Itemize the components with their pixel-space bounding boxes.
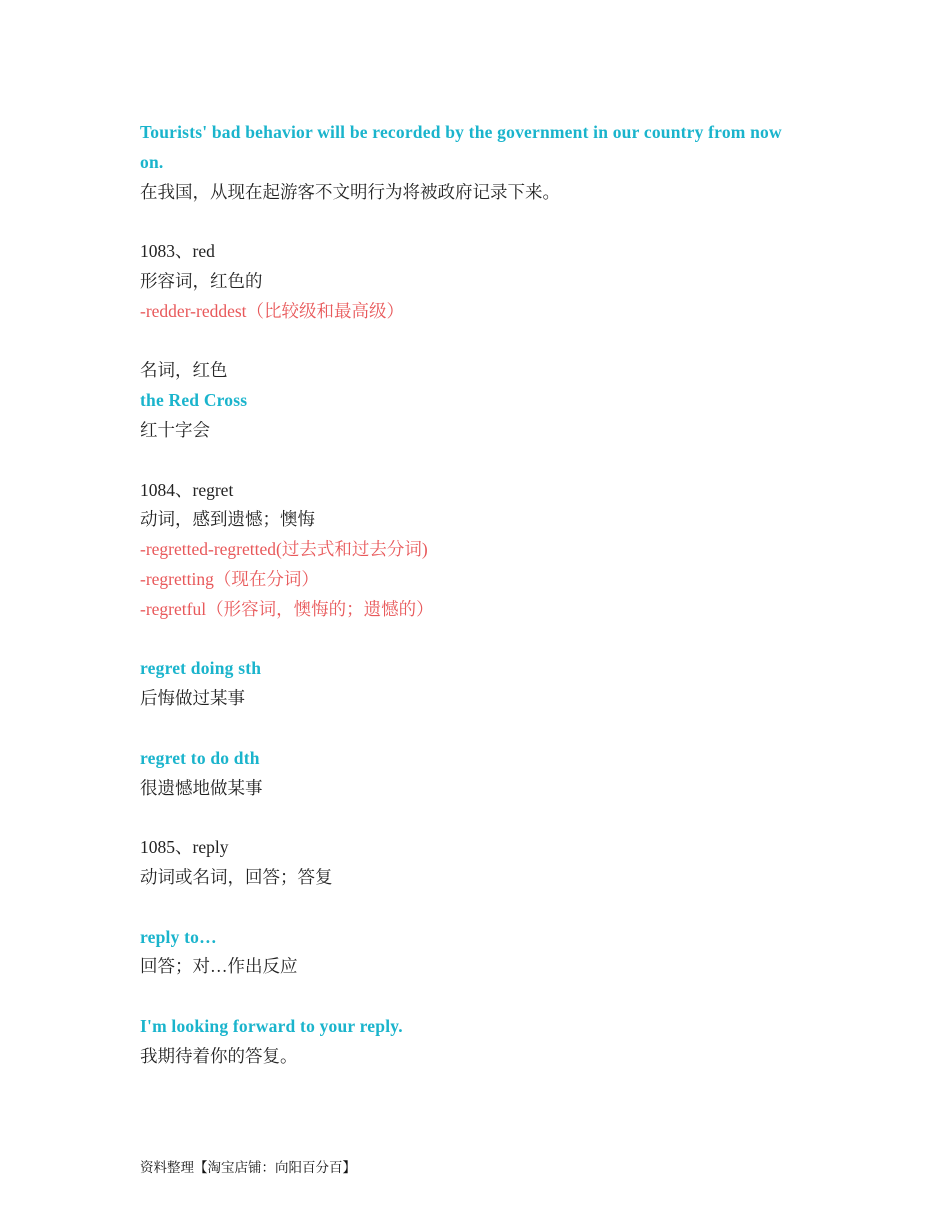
- word-forms: -redder-reddest（比较级和最高级）: [140, 300, 405, 321]
- spacer: [140, 446, 790, 476]
- example-sentence: Tourists' bad behavior will be recorded by the government in our country from now on.: [140, 122, 782, 172]
- page-footer: 资料整理【淘宝店铺：向阳百分百】: [140, 1160, 356, 1176]
- translation-text: 在我国，从现在起游客不文明行为将被政府记录下来。: [140, 181, 560, 202]
- spacer: [140, 893, 790, 923]
- spacer: [140, 714, 790, 744]
- entry-heading-red: 1083、red: [140, 241, 215, 262]
- spacer: [140, 625, 790, 655]
- spacer: [140, 803, 790, 833]
- definition-text: 动词或名词，回答；答复: [140, 866, 333, 887]
- definition-text: 形容词，红色的: [140, 270, 263, 291]
- spacer: [140, 327, 790, 357]
- entry-heading-reply: 1085、reply: [140, 837, 229, 858]
- definition-text: 名词，红色: [140, 360, 228, 381]
- translation-text: 回答；对…作出反应: [140, 956, 298, 977]
- translation-text: 很遗憾地做某事: [140, 777, 263, 798]
- translation-text: 后悔做过某事: [140, 688, 245, 709]
- definition-text: 动词，感到遗憾；懊悔: [140, 509, 315, 530]
- translation-text: 我期待着你的答复。: [140, 1045, 298, 1066]
- word-forms: -regretful（形容词，懊悔的；遗憾的）: [140, 598, 434, 619]
- document-body: [140, 118, 790, 1072]
- spacer: [140, 207, 790, 237]
- example-sentence: I'm looking forward to your reply.: [140, 1015, 403, 1036]
- example-phrase: reply to…: [140, 926, 217, 947]
- word-forms: -regretting（现在分词）: [140, 568, 319, 589]
- example-phrase: the Red Cross: [140, 390, 248, 411]
- entry-heading-regret: 1084、regret: [140, 479, 234, 500]
- word-forms: -regretted-regretted(过去式和过去分词): [140, 539, 428, 560]
- translation-text: 红十字会: [140, 419, 210, 440]
- example-phrase: regret doing sth: [140, 658, 262, 679]
- example-phrase: regret to do dth: [140, 747, 260, 768]
- spacer: [140, 982, 790, 1012]
